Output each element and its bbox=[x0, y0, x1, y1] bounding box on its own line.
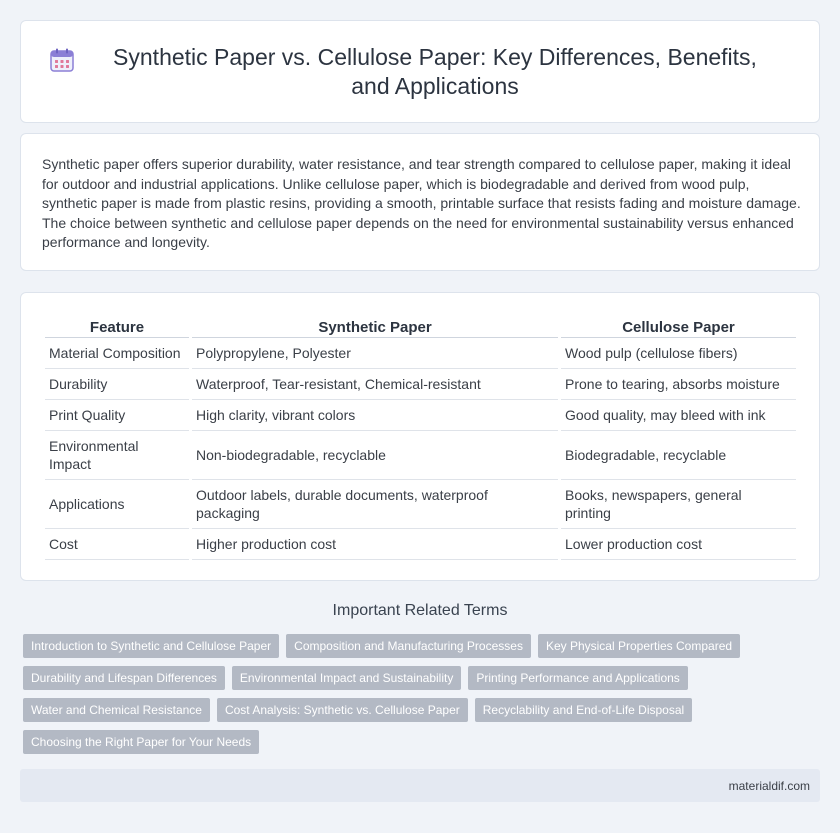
table-cell: Good quality, may bleed with ink bbox=[561, 400, 796, 431]
intro-card bbox=[20, 133, 820, 271]
table-cell: Non-biodegradable, recyclable bbox=[192, 431, 558, 480]
table-cell: Prone to tearing, absorbs moisture bbox=[561, 369, 796, 400]
table-row bbox=[45, 480, 796, 529]
column-header-cellulose: Cellulose Paper bbox=[561, 314, 796, 338]
table-row bbox=[45, 400, 796, 431]
table-cell: Outdoor labels, durable documents, waterproof packaging bbox=[192, 480, 558, 529]
table-cell: Cost bbox=[45, 529, 189, 560]
table-row bbox=[45, 369, 796, 400]
comparison-card bbox=[20, 292, 820, 581]
comparison-table bbox=[42, 314, 799, 560]
related-term-tag[interactable]: Key Physical Properties Compared bbox=[538, 634, 740, 658]
related-term-tag[interactable]: Environmental Impact and Sustainability bbox=[232, 666, 461, 690]
table-header-row bbox=[45, 314, 796, 338]
column-header-feature: Feature bbox=[45, 314, 189, 338]
related-terms-list bbox=[23, 634, 823, 762]
column-header-synthetic: Synthetic Paper bbox=[192, 314, 558, 338]
footer-site-link[interactable]: materialdif.com bbox=[728, 779, 810, 793]
table-cell: Books, newspapers, general printing bbox=[561, 480, 796, 529]
table-cell: Print Quality bbox=[45, 400, 189, 431]
related-term-tag[interactable]: Cost Analysis: Synthetic vs. Cellulose Paper bbox=[217, 698, 468, 722]
table-row bbox=[45, 431, 796, 480]
table-row bbox=[45, 338, 796, 369]
table-cell: Polypropylene, Polyester bbox=[192, 338, 558, 369]
table-cell: Applications bbox=[45, 480, 189, 529]
related-term-tag[interactable]: Printing Performance and Applications bbox=[468, 666, 687, 690]
table-cell: Biodegradable, recyclable bbox=[561, 431, 796, 480]
table-cell: Durability bbox=[45, 369, 189, 400]
table-row bbox=[45, 529, 796, 560]
related-term-tag[interactable]: Introduction to Synthetic and Cellulose Paper bbox=[23, 634, 279, 658]
table-cell: Environmental Impact bbox=[45, 431, 189, 480]
intro-paragraph: Synthetic paper offers superior durability, water resistance, and tear strength compared to cellulose paper, making it ideal for outdoor and industrial applications. Unlike cellulose paper, which is biodegradable and derived from wood pulp, synthetic paper is made from plastic resins, providing a smooth, printable surface that resists fading and moisture damage. The choice between synthetic and cellulose paper depends on the need for environmental sustainability versus enhanced performance and longevity. bbox=[42, 156, 801, 251]
table-cell: Waterproof, Tear-resistant, Chemical-resistant bbox=[192, 369, 558, 400]
table-cell: High clarity, vibrant colors bbox=[192, 400, 558, 431]
related-term-tag[interactable]: Water and Chemical Resistance bbox=[23, 698, 210, 722]
related-term-tag[interactable]: Recyclability and End-of-Life Disposal bbox=[475, 698, 692, 722]
table-cell: Wood pulp (cellulose fibers) bbox=[561, 338, 796, 369]
related-term-tag[interactable]: Composition and Manufacturing Processes bbox=[286, 634, 531, 658]
related-terms-heading: Important Related Terms bbox=[332, 602, 508, 619]
table-cell: Lower production cost bbox=[561, 529, 796, 560]
table-cell: Higher production cost bbox=[192, 529, 558, 560]
table-cell: Material Composition bbox=[45, 338, 189, 369]
related-term-tag[interactable]: Choosing the Right Paper for Your Needs bbox=[23, 730, 259, 754]
header-card bbox=[20, 20, 820, 123]
related-term-tag[interactable]: Durability and Lifespan Differences bbox=[23, 666, 225, 690]
footer-bar bbox=[20, 769, 820, 802]
page-title: Synthetic Paper vs. Cellulose Paper: Key Differences, Benefits, and Applications bbox=[113, 43, 757, 99]
